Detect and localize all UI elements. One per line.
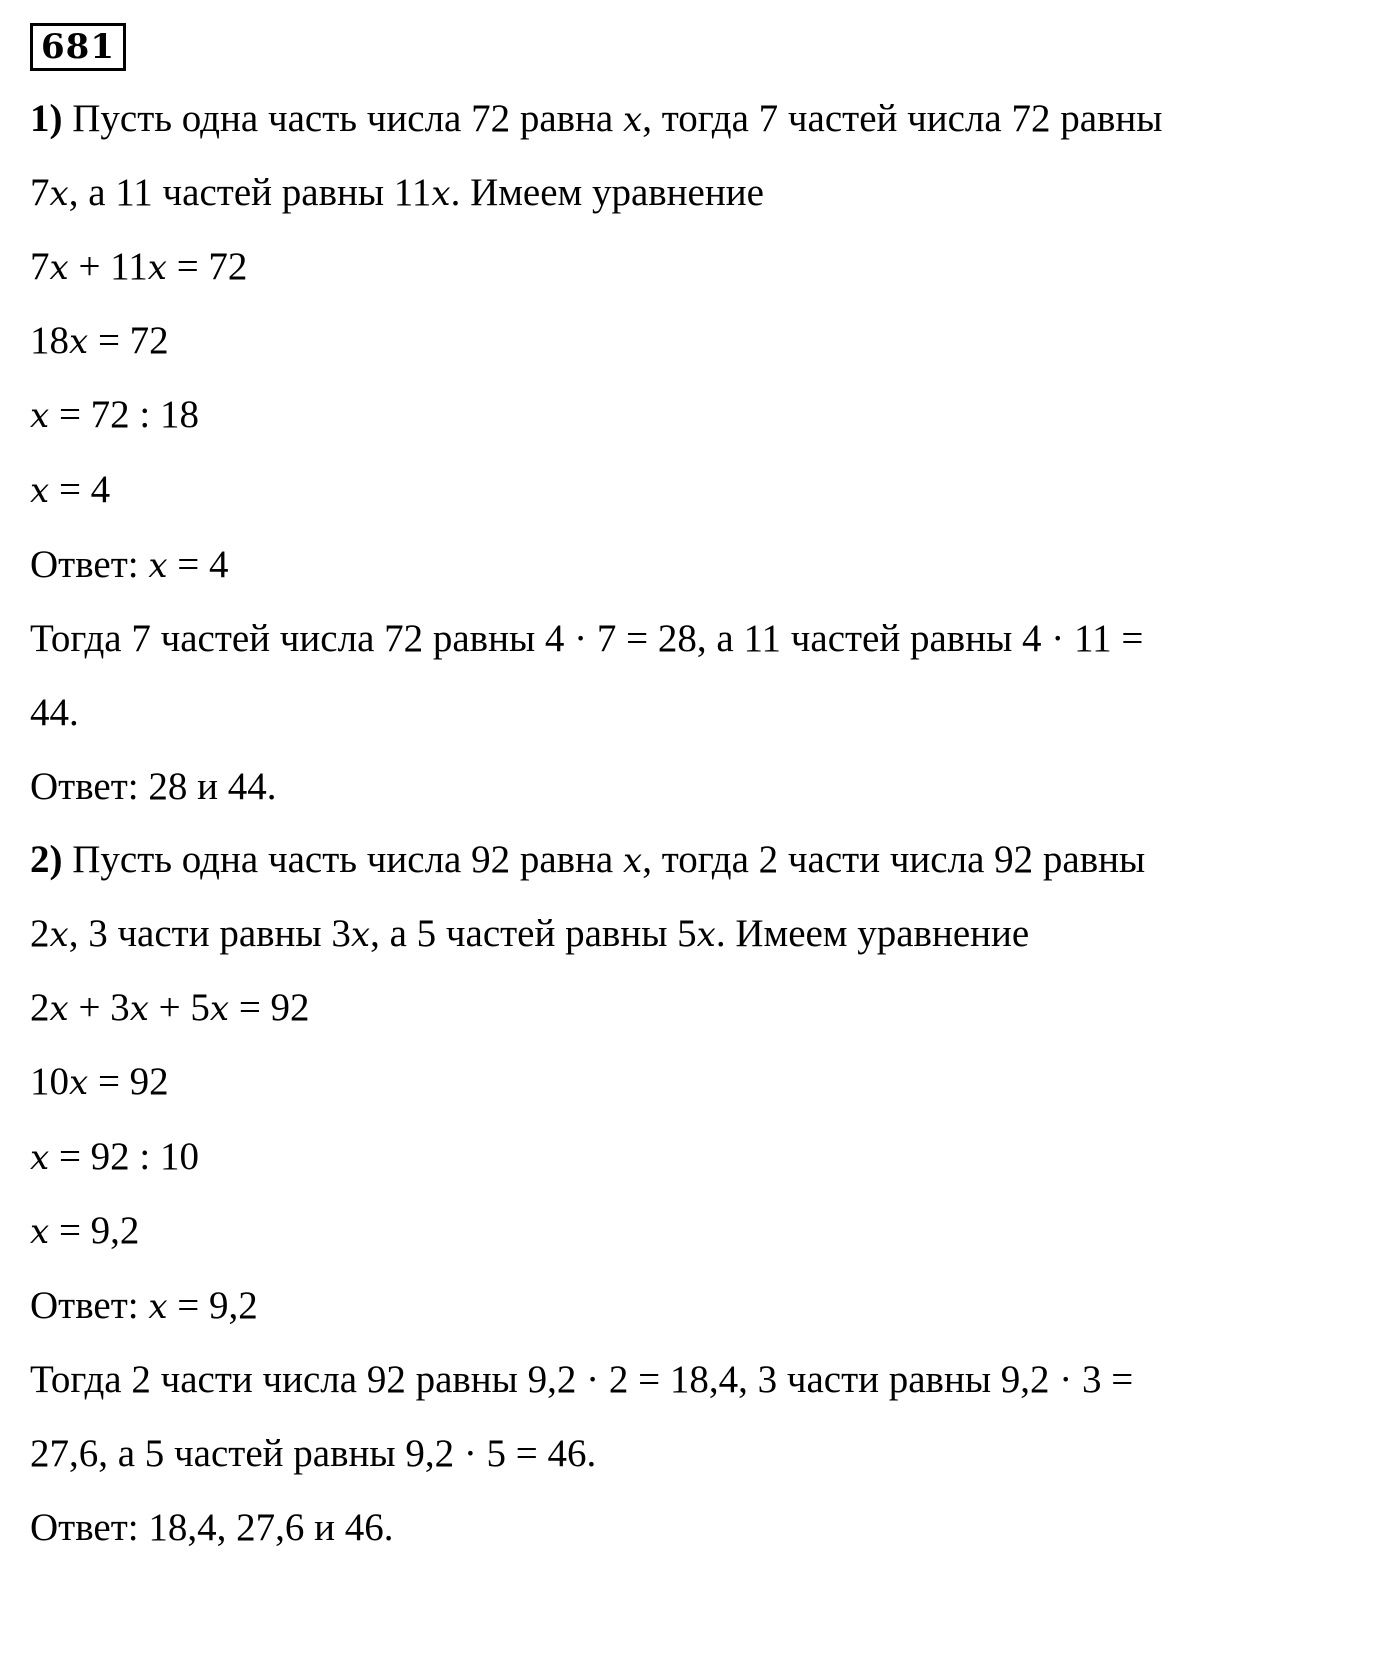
variable: x <box>147 248 167 288</box>
p1-number: 1) <box>30 97 63 140</box>
variable: x <box>623 841 643 881</box>
variable: x <box>148 546 168 586</box>
p2-equation-2 <box>30 1058 169 1107</box>
p2-equation-3 <box>30 1133 199 1182</box>
p1-answer-1 <box>30 541 229 590</box>
p2-text: 2 <box>30 912 50 955</box>
variable: x <box>209 989 230 1029</box>
variable: x <box>30 396 50 436</box>
eq-text: + 5 <box>148 986 210 1029</box>
p2-text: Пусть одна часть числа 92 равна <box>62 838 623 881</box>
eq-text: = 72 <box>166 245 248 288</box>
p1-equation-2 <box>30 317 169 366</box>
eq-text: = 9,2 <box>49 1209 140 1252</box>
eq-text: = 92 <box>88 1060 169 1103</box>
p1-text: , тогда 7 частей числа 72 равны <box>642 97 1163 140</box>
variable: x <box>69 322 89 362</box>
p1-equation-1 <box>30 243 247 292</box>
p1-text: , а 11 частей равны 11 <box>68 171 432 214</box>
eq-text: 10 <box>30 1060 69 1103</box>
eq-text: = 72 : 18 <box>49 393 200 436</box>
answer-label: Ответ: <box>30 543 149 586</box>
p1-line-2 <box>30 169 764 218</box>
p1-then-line-2: 44. <box>30 691 79 734</box>
p2-equation-1 <box>30 984 310 1033</box>
variable: x <box>30 471 50 511</box>
eq-text: = 72 <box>88 319 169 362</box>
p2-text: , а 5 частей равны 5 <box>370 912 697 955</box>
variable: x <box>69 1063 89 1103</box>
eq-text: = 92 <box>229 986 310 1029</box>
variable: x <box>431 174 451 214</box>
variable: x <box>148 1287 168 1327</box>
p2-line-2 <box>30 910 1029 959</box>
answer-label: Ответ: <box>30 1284 149 1327</box>
p2-answer-2: Ответ: 18,4, 27,6 и 46. <box>30 1506 394 1549</box>
variable: x <box>129 989 149 1029</box>
p1-text: 7 <box>30 171 50 214</box>
variable: x <box>49 989 69 1029</box>
variable: x <box>49 915 69 955</box>
p1-answer-2: Ответ: 28 и 44. <box>30 765 277 808</box>
p2-number: 2) <box>30 838 63 881</box>
p2-answer-1 <box>30 1282 258 1331</box>
p1-equation-3 <box>30 391 199 440</box>
eq-text: = 4 <box>49 468 111 511</box>
p1-text: Пусть одна часть числа 72 равна <box>62 97 623 140</box>
p2-then-line-2: 27,6, а 5 частей равны 9,2 · 5 = 46. <box>30 1432 597 1475</box>
p2-then-line-1: Тогда 2 части числа 92 равны 9,2 · 2 = 18,4, 3 части равны 9,2 · 3 = <box>30 1358 1134 1401</box>
problem-number-badge: 681 <box>30 23 126 71</box>
p1-text: . Имеем уравнение <box>450 171 764 214</box>
variable: x <box>49 248 69 288</box>
p1-line-1 <box>30 95 1163 144</box>
variable: x <box>696 915 716 955</box>
eq-text: 7 <box>30 245 50 288</box>
p2-equation-4 <box>30 1207 139 1256</box>
variable: x <box>30 1212 50 1252</box>
eq-text: 18 <box>30 319 69 362</box>
eq-text: = 92 : 10 <box>49 1135 200 1178</box>
eq-text: + 3 <box>68 986 130 1029</box>
variable: x <box>30 1138 50 1178</box>
answer-text: = 9,2 <box>167 1284 258 1327</box>
p1-then-line-1: Тогда 7 частей числа 72 равны 4 · 7 = 28, а 11 частей равны 4 · 11 = <box>30 617 1144 660</box>
p2-text: , 3 части равны 3 <box>68 912 351 955</box>
p2-line-1 <box>30 836 1145 885</box>
variable: x <box>49 174 69 214</box>
eq-text: 2 <box>30 986 50 1029</box>
answer-text: = 4 <box>167 543 229 586</box>
variable: x <box>350 915 371 955</box>
variable: x <box>623 100 643 140</box>
p2-text: . Имеем уравнение <box>715 912 1030 955</box>
p1-equation-4 <box>30 466 110 515</box>
p2-text: , тогда 2 части числа 92 равны <box>642 838 1146 881</box>
eq-text: + 11 <box>68 245 148 288</box>
